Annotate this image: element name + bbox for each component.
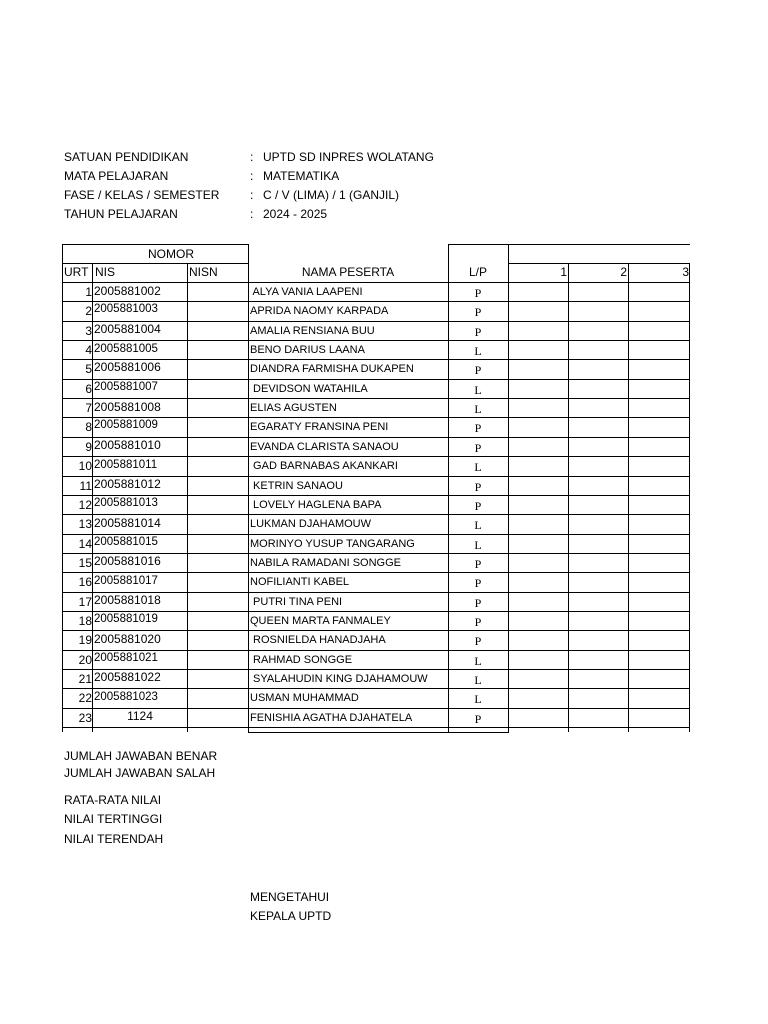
cell-lp: P xyxy=(474,498,482,513)
score-table xyxy=(62,244,690,733)
cell-nis: 2005881019 xyxy=(94,612,158,625)
header-lp: L/P xyxy=(468,265,487,279)
cell-urt: 19 xyxy=(78,633,92,648)
cell-urt: 2 xyxy=(85,304,92,319)
cell-lp: L xyxy=(474,692,482,707)
cell-lp: P xyxy=(474,479,482,494)
cell-nis: 2005881009 xyxy=(94,419,158,432)
info-value: 2024 - 2025 xyxy=(263,207,328,221)
cell-urt: 18 xyxy=(78,613,92,628)
cell-lp: P xyxy=(474,421,482,436)
cell-lp: P xyxy=(474,324,482,339)
cell-lp: P xyxy=(474,576,482,591)
header-nama-peserta: NAMA PESERTA xyxy=(301,265,395,279)
cell-lp: L xyxy=(474,460,482,475)
cell-lp: P xyxy=(474,634,482,649)
grid-line-vertical xyxy=(568,263,569,732)
cell-nis: 2005881020 xyxy=(94,632,161,647)
info-value: UPTD SD INPRES WOLATANG xyxy=(263,150,434,164)
info-colon: : xyxy=(250,169,254,183)
cell-nis: 2005881013 xyxy=(94,496,158,509)
info-colon: : xyxy=(250,150,254,164)
cell-nama-peserta: EGARATY FRANSINA PENI xyxy=(250,421,389,434)
cell-nama-peserta: DIANDRA FARMISHA DUKAPEN xyxy=(250,363,414,376)
cell-nama-peserta: FENISHIA AGATHA DJAHATELA xyxy=(250,711,413,724)
signature-kepala-uptd: KEPALA UPTD xyxy=(250,909,332,923)
cell-urt: 12 xyxy=(78,497,92,512)
cell-nis: 1124 xyxy=(127,708,153,723)
cell-urt: 3 xyxy=(85,323,92,338)
cell-nama-peserta: APRIDA NAOMY KARPADA xyxy=(250,305,389,318)
cell-nama-peserta: LUKMAN DJAHAMOUW xyxy=(250,518,372,531)
header-nis: NIS xyxy=(95,265,116,279)
cell-lp: P xyxy=(474,286,482,300)
cell-nama-peserta: ALYA VANIA LAAPENI xyxy=(250,286,363,298)
cell-nama-peserta: USMAN MUHAMMAD xyxy=(250,692,359,705)
cell-nis: 2005881014 xyxy=(94,516,161,531)
info-value: MATEMATIKA xyxy=(263,169,340,183)
cell-nama-peserta: PUTRI TINA PENI xyxy=(250,595,343,608)
cell-nis: 2005881012 xyxy=(94,476,161,491)
header-question-1: 1 xyxy=(560,265,567,279)
cell-lp: L xyxy=(474,673,482,687)
cell-nama-peserta: SYALAHUDIN KING DJAHAMOUW xyxy=(250,673,428,685)
grid-line-horizontal xyxy=(508,244,690,245)
cell-lp: L xyxy=(474,518,482,533)
cell-nis: 2005881018 xyxy=(94,592,161,607)
cell-nama-peserta: EVANDA CLARISTA SANAOU xyxy=(250,440,399,453)
signature-mengetahui: MENGETAHUI xyxy=(250,890,330,904)
cell-nis: 2005881005 xyxy=(94,343,158,356)
cell-urt: 4 xyxy=(85,343,92,358)
header-urt: URT xyxy=(64,265,89,279)
cell-nama-peserta: AMALIA RENSIANA BUU xyxy=(250,324,375,337)
cell-nama-peserta: RAHMAD SONGGE xyxy=(250,653,353,666)
info-label: FASE / KELAS / SEMESTER xyxy=(64,188,220,202)
cell-lp: P xyxy=(474,614,482,629)
grid-line-vertical xyxy=(92,263,93,732)
cell-nis: 2005881011 xyxy=(94,459,158,472)
cell-nama-peserta: DEVIDSON WATAHILA xyxy=(250,382,368,395)
cell-nis: 2005881008 xyxy=(94,400,161,415)
cell-nama-peserta: BENO DARIUS LAANA xyxy=(250,344,365,357)
cell-urt: 7 xyxy=(85,401,92,416)
grid-line-vertical xyxy=(448,244,449,732)
summary-nilai-tertinggi: NILAI TERTINGGI xyxy=(64,812,163,826)
cell-urt: 13 xyxy=(78,517,92,532)
cell-nis: 2005881010 xyxy=(94,437,161,452)
cell-nama-peserta: NOFILIANTI KABEL xyxy=(250,576,350,589)
cell-lp: P xyxy=(474,363,482,378)
header-question-3: 3 xyxy=(682,265,689,279)
cell-urt: 22 xyxy=(78,691,92,706)
summary-jumlah-benar: JUMLAH JAWABAN BENAR xyxy=(64,749,218,763)
cell-nama-peserta: QUEEN MARTA FANMALEY xyxy=(250,614,391,627)
cell-nis: 2005881021 xyxy=(94,651,158,664)
cell-nama-peserta: GAD BARNABAS AKANKARI xyxy=(250,460,398,473)
cell-lp: P xyxy=(474,556,482,571)
cell-lp: L xyxy=(474,402,482,417)
cell-urt: 23 xyxy=(78,710,92,725)
grid-line-vertical xyxy=(689,263,690,732)
info-label: MATA PELAJARAN xyxy=(64,169,169,183)
info-label: TAHUN PELAJARAN xyxy=(64,207,178,221)
cell-nis: 2005881006 xyxy=(94,360,161,375)
info-colon: : xyxy=(250,207,254,221)
cell-nama-peserta: ELIAS AGUSTEN xyxy=(250,402,337,415)
grid-line-vertical xyxy=(628,263,629,732)
cell-urt: 1 xyxy=(85,285,92,299)
cell-urt: 17 xyxy=(78,594,92,609)
grid-line-horizontal xyxy=(248,732,509,733)
cell-urt: 14 xyxy=(78,536,92,551)
cell-nama-peserta: LOVELY HAGLENA BAPA xyxy=(250,498,382,511)
grid-line-horizontal xyxy=(448,244,509,245)
cell-lp: L xyxy=(474,382,482,397)
cell-nis: 2005881003 xyxy=(94,303,158,316)
info-value: C / V (LIMA) / 1 (GANJIL) xyxy=(263,188,400,202)
cell-lp: P xyxy=(474,305,482,320)
cell-nama-peserta: NABILA RAMADANI SONGGE xyxy=(250,556,401,569)
cell-nis: 2005881022 xyxy=(94,670,161,684)
grid-line-vertical xyxy=(508,244,509,732)
cell-nama-peserta: ROSNIELDA HANADJAHA xyxy=(250,634,386,647)
cell-urt: 11 xyxy=(79,478,92,493)
header-nisn: NISN xyxy=(189,265,218,279)
cell-urt: 5 xyxy=(85,362,92,377)
summary-rata-rata: RATA-RATA NILAI xyxy=(64,793,162,807)
cell-urt: 10 xyxy=(78,459,92,474)
cell-urt: 9 xyxy=(85,439,92,454)
cell-lp: P xyxy=(474,440,482,455)
cell-nis: 2005881004 xyxy=(94,321,161,336)
summary-nilai-terendah: NILAI TERENDAH xyxy=(64,832,164,846)
cell-nis: 2005881016 xyxy=(94,553,161,568)
cell-lp: P xyxy=(474,595,482,610)
cell-nis: 2005881015 xyxy=(94,535,158,548)
cell-nis: 2005881017 xyxy=(94,575,158,588)
cell-urt: 15 xyxy=(78,555,92,570)
cell-urt: 21 xyxy=(78,672,92,686)
cell-urt: 16 xyxy=(78,575,92,590)
cell-nis: 2005881002 xyxy=(94,284,161,298)
summary-jumlah-salah: JUMLAH JAWABAN SALAH xyxy=(64,766,216,780)
header-nomor: NOMOR xyxy=(148,247,194,261)
grid-line-vertical xyxy=(248,244,249,732)
cell-lp: P xyxy=(474,711,482,726)
cell-nama-peserta: MORINYO YUSUP TANGARANG xyxy=(250,537,415,550)
header-question-2: 2 xyxy=(620,265,627,279)
cell-urt: 20 xyxy=(78,652,92,667)
cell-lp: L xyxy=(474,537,482,552)
cell-nis: 2005881023 xyxy=(94,691,158,704)
grid-line-horizontal xyxy=(62,727,690,728)
info-label: SATUAN PENDIDIKAN xyxy=(64,150,189,164)
cell-urt: 8 xyxy=(85,420,92,435)
cell-lp: L xyxy=(474,653,482,668)
info-colon: : xyxy=(250,188,254,202)
cell-nis: 2005881007 xyxy=(94,380,158,393)
cell-nama-peserta: KETRIN SANAOU xyxy=(250,479,343,492)
cell-urt: 6 xyxy=(85,381,92,396)
grid-line-vertical xyxy=(187,263,188,732)
cell-lp: L xyxy=(474,344,482,359)
